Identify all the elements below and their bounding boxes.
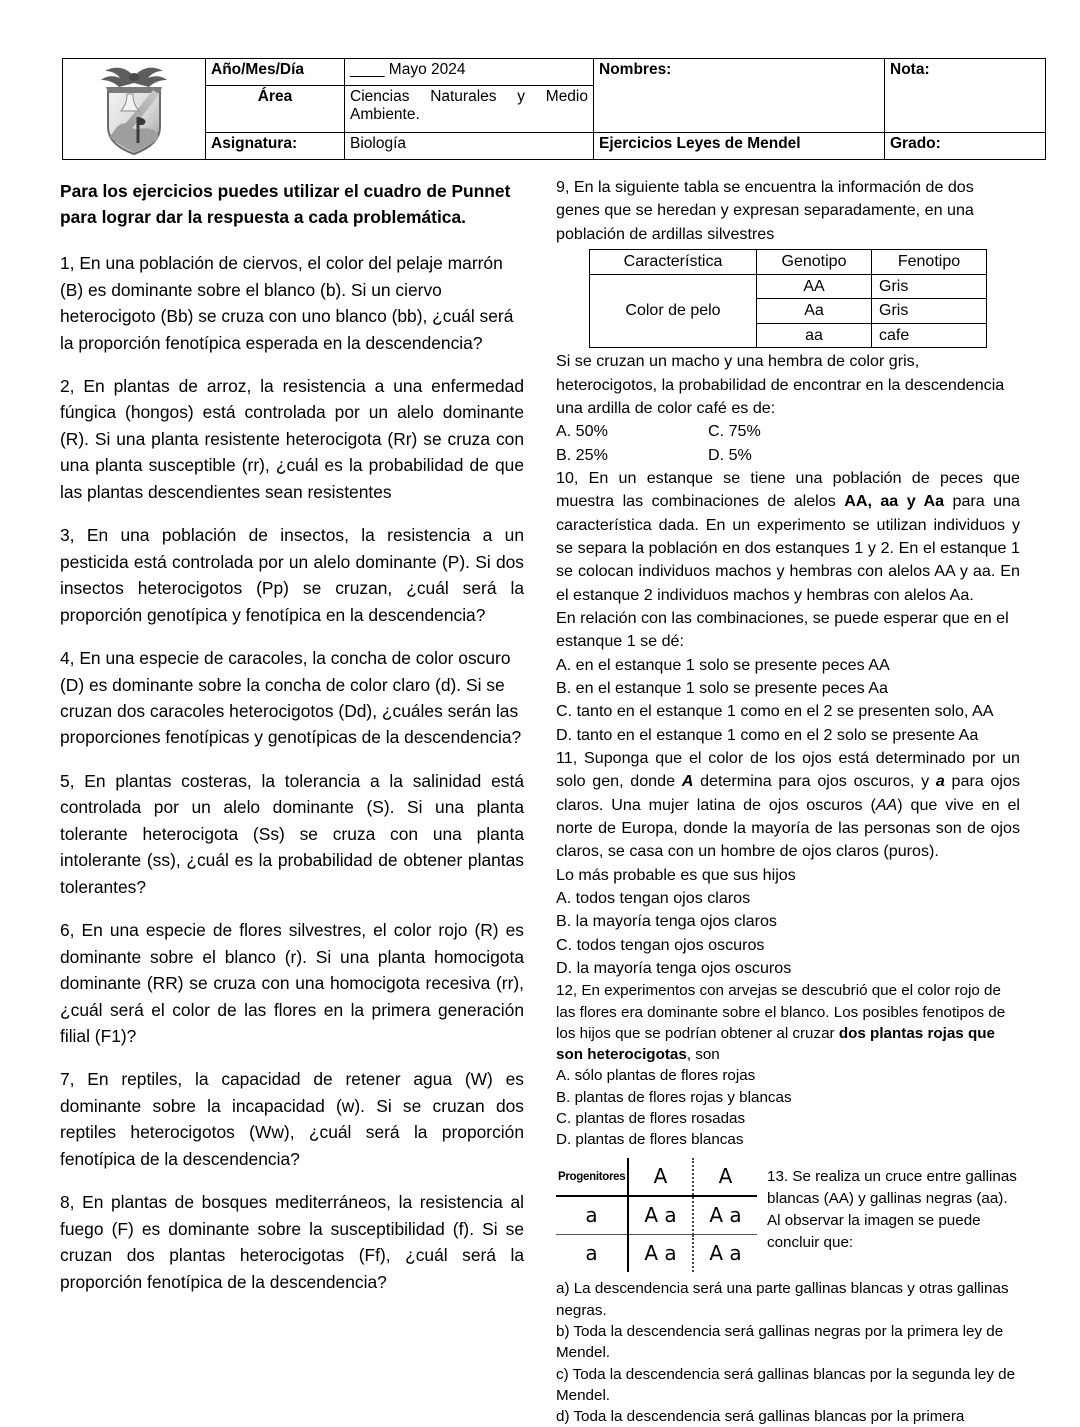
punnett-cell-2-2: A a <box>693 1235 757 1273</box>
option-c: C. tanto en el estanque 1 como en el 2 se presenten solo, AA <box>556 702 994 721</box>
question-12-highlight: dos plantas rojas que son heterocigotas <box>556 1024 995 1064</box>
option-a: A. 50% <box>556 422 608 441</box>
option-d: d) Toda la descendencia será gallinas blancas por la primera <box>556 1408 965 1426</box>
allele-recessive: a <box>935 772 945 791</box>
question-10-stem-part1: 10, En un estanque se tiene una población de peces que muestra las combinaciones de alelos <box>556 469 1020 511</box>
option-d: D. plantas de flores blancas <box>556 1131 744 1149</box>
option-b: B. en el estanque 1 solo se presente peces Aa <box>556 678 888 697</box>
option-d: D. tanto en el estanque 1 como en el 2 solo se presente Aa <box>556 725 979 744</box>
punnett-and-question-13 <box>556 1158 1020 1272</box>
option-d: D. la mayoría tenga ojos oscuros <box>556 958 792 977</box>
question-7: 7, En reptiles, la capacidad de retener agua (W) es dominante sobre la incapacidad (w). Si se cruzan dos reptiles heterocigotos (Ww), ¿cuál será la proporción fenotípica de la descendencia? <box>60 1069 524 1169</box>
punnett-cell-1-2: A a <box>693 1196 757 1235</box>
document-header-table <box>62 58 1046 160</box>
cell-genotipo: aa <box>757 323 872 348</box>
cell-fenotipo: Gris <box>872 274 987 299</box>
cell-fenotipo: Gris <box>872 299 987 324</box>
option-a: A. todos tengan ojos claros <box>556 888 751 907</box>
option-c: c) Toda la descendencia será gallinas blancas por la segunda ley de Mendel. <box>556 1365 1016 1404</box>
instructions-text: Para los ejercicios puedes utilizar el cuadro de Punnet para lograr dar la respuesta a cada problemática. <box>60 181 511 228</box>
option-b: B. 25% <box>556 445 608 464</box>
question-9-prompt: Si se cruzan un macho y una hembra de color gris, heterocigotos, la probabilidad de encontrar en la descendencia una ardilla de color café es de: <box>556 352 1005 418</box>
question-12-stem-part1: 12, En experimentos con arvejas se descubrió que el color rojo de las flores era dominante sobre el blanco. Los posibles fenotipos de los hijos que se podrían obtener al cruzar <box>556 982 1006 1042</box>
question-10-stem <box>556 467 1020 607</box>
question-11-stem-part1: 11, Suponga que el color de los ojos está determinado por un solo gen, donde <box>556 748 1020 791</box>
option-b: B. la mayoría tenga ojos claros <box>556 912 777 931</box>
header-value-asignatura: Biología <box>345 133 594 160</box>
question-5: 5, En plantas costeras, la tolerancia a la salinidad está controlada por un alelo dominante (S). Si una planta tolerante heterocigota (Ss) se cruza con una planta intolerante (ss), ¿cuál es la probabilidad de obtener plantas tolerantes? <box>60 770 524 897</box>
cell-caracteristica: Color de pelo <box>590 274 757 348</box>
cell-genotipo: AA <box>757 274 872 299</box>
column-header-genotipo: Genotipo <box>757 249 872 274</box>
question-10-stem-part2: para una característica dada. En un experimento se utilizan individuos y se separa la población en dos estanques 1 y 2. En el estanque 1 se colocan individuos machos y hembras con alelos AA y aa. En el estanque 2 individuos machos y hembras con alelos Aa. <box>556 492 1020 604</box>
header-label-nota: Nota: <box>885 59 1046 133</box>
question-9-stem: 9, En la siguiente tabla se encuentra la información de dos genes que se heredan y expresan separadamente, en una población de ardillas silvestres <box>556 178 974 243</box>
punnett-row <box>556 1235 757 1273</box>
question-1: 1, En una población de ciervos, el color del pelaje marrón (B) es dominante sobre el blanco (b). Si un ciervo heterocigoto (Bb) se cruza con uno blanco (bb), ¿cuál será la proporción fenotípica esperada en la descendencia? <box>60 253 514 353</box>
punnett-cell-1-1: A a <box>628 1196 693 1235</box>
left-column <box>60 178 524 1312</box>
question-10-prompt: En relación con las combinaciones, se puede esperar que en el estanque 1 se dé: <box>556 608 1009 651</box>
question-13-stem: 13. Se realiza un cruce entre gallinas blancas (AA) y gallinas negras (aa). Al observar la imagen se puede concluir que: <box>767 1168 1017 1252</box>
table-row <box>590 274 987 299</box>
right-column <box>556 176 1020 1427</box>
question-6: 6, En una especie de flores silvestres, el color rojo (R) es dominante sobre el blanco (r). Si una planta homocigota dominante (RR) se cruza con una homocigota recesiva (rr), ¿cuál será el color de las flores en la primera generación filial (F1)? <box>60 920 524 1046</box>
punnett-header-row <box>556 1158 757 1196</box>
punnett-top-allele-1: A <box>628 1158 693 1196</box>
punnett-square-diagram <box>556 1158 757 1272</box>
punnett-side-allele-2: a <box>556 1235 628 1273</box>
question-3: 3, En una población de insectos, la resistencia a un pesticida está controlada por un alelo dominante (P). Si dos insectos heterocigotos (Pp) se cruzan, ¿cuál será la proporción genotípica y fenotípica en la descendencia? <box>60 525 524 625</box>
header-value-area: Ciencias Naturales y Medio Ambiente. <box>345 85 594 133</box>
option-c: C. 75% <box>708 422 761 441</box>
column-header-fenotipo: Fenotipo <box>872 249 987 274</box>
option-a: A. sólo plantas de flores rojas <box>556 1067 756 1085</box>
cell-fenotipo: cafe <box>872 323 987 348</box>
question-11-stem-part2: determina para ojos oscuros, y <box>693 772 936 791</box>
option-b: b) Toda la descendencia será gallinas negras por la primera ley de Mendel. <box>556 1323 1004 1362</box>
question-11-prompt: Lo más probable es que sus hijos <box>556 865 796 884</box>
header-label-nombres: Nombres: <box>594 59 885 133</box>
header-label-asignatura: Asignatura: <box>206 133 345 160</box>
allele-dominant: A <box>681 772 694 791</box>
option-c: C. todos tengan ojos oscuros <box>556 935 765 954</box>
school-crest-cell <box>63 59 206 160</box>
question-12-stem <box>556 980 1020 1065</box>
question-11-stem <box>556 747 1020 864</box>
option-c: C. plantas de flores rosadas <box>556 1109 746 1127</box>
question-4: 4, En una especie de caracoles, la concha de color oscuro (D) es dominante sobre la concha de color claro (d). Si se cruzan dos caracoles heterocigotos (Dd), ¿cuáles serán las proporciones fenotípicas y genotípicas de la descendencia? <box>60 648 522 748</box>
question-9-table-wrapper <box>556 249 1020 348</box>
table-header-row <box>590 249 987 274</box>
punnett-side-allele-1: a <box>556 1196 628 1235</box>
header-label-grado: Grado: <box>885 133 1046 160</box>
option-d: D. 5% <box>708 445 752 464</box>
question-12-stem-part2: , son <box>686 1046 720 1064</box>
header-label-area: Área <box>206 85 345 133</box>
coat-of-arms-icon <box>91 61 177 157</box>
question-10-alleles: AA, aa y Aa <box>844 492 945 511</box>
header-exam-title: Ejercicios Leyes de Mendel <box>594 133 885 160</box>
question-2: 2, En plantas de arroz, la resistencia a una enfermedad fúngica (hongos) está controlada por un alelo dominante (R). Si una planta resistente heterocigota (Rr) se cruza con una planta susceptible (rr), ¿cuál es la probabilidad de que las plantas descendientes sean resistentes <box>60 376 524 502</box>
genotipo-fenotipo-table <box>589 249 987 348</box>
question-8: 8, En plantas de bosques mediterráneos, la resistencia al fuego (F) es dominante sobre la susceptibilidad (f). Si se cruzan dos plantas heterocigotas (Ff), ¿cuál será la proporción fenotípica de la descendencia? <box>60 1192 524 1292</box>
question-11-stem-part3: para ojos claros. Una mujer latina de ojos oscuros ( <box>556 772 1020 814</box>
punnett-cell-2-1: A a <box>628 1235 693 1273</box>
question-9-options <box>556 420 1020 467</box>
question-11-stem-part4: ) que vive en el norte de Europa, donde la mayoría de las personas son de ojos claros, se casa con un hombre de ojos claros (puros). <box>556 795 1020 861</box>
option-a: A. en el estanque 1 solo se presente peces AA <box>556 655 890 674</box>
cell-genotipo: Aa <box>757 299 872 324</box>
option-b: B. plantas de flores rojas y blancas <box>556 1088 792 1106</box>
punnett-corner-label: Progenitores <box>558 1170 626 1183</box>
column-header-caracteristica: Característica <box>590 249 757 274</box>
option-a: a) La descendencia será una parte gallinas blancas y otras gallinas negras. <box>556 1280 1009 1319</box>
punnett-row <box>556 1196 757 1235</box>
header-label-fecha: Año/Mes/Día <box>206 59 345 86</box>
genotype-aa: AA <box>875 795 898 814</box>
header-value-fecha: ____ Mayo 2024 <box>345 59 594 86</box>
punnett-top-allele-2: A <box>693 1158 757 1196</box>
